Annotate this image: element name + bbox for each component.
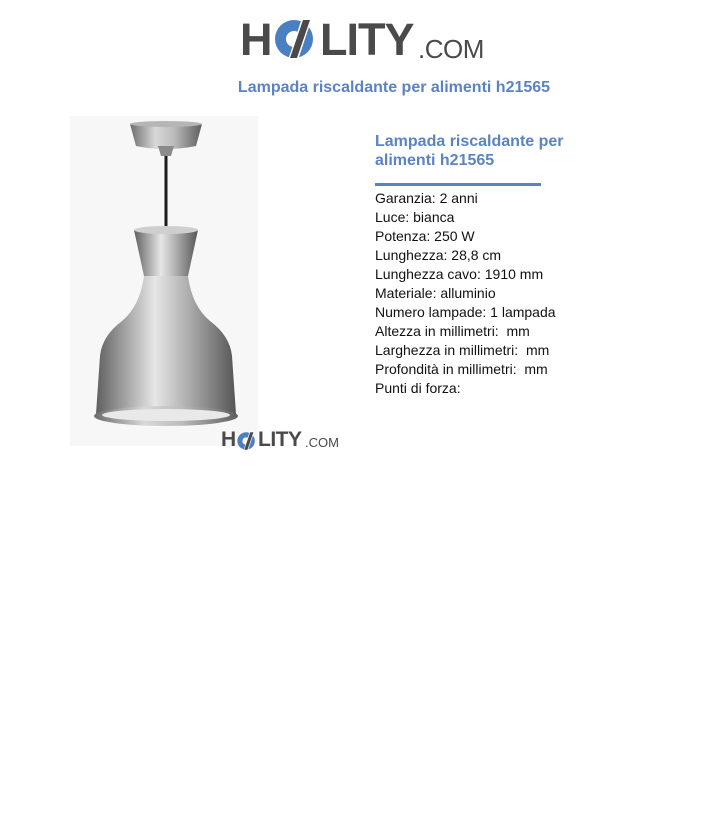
page-title: Lampada riscaldante per alimenti h21565 <box>237 79 551 96</box>
spec-item: Garanzia: 2 anni <box>375 190 478 206</box>
spec-item: Materiale: alluminio <box>375 285 496 301</box>
spec-item: Luce: bianca <box>375 209 455 225</box>
product-image <box>70 116 340 456</box>
spec-item: Numero lampade: 1 lampada <box>375 304 556 320</box>
watermark-letters-lity: LITY <box>258 428 302 451</box>
product-title: Lampada riscaldante per alimenti h21565 <box>375 133 564 169</box>
spec-item: Punti di forza: <box>375 380 461 396</box>
watermark-letter-h: H <box>221 428 236 451</box>
spec-item: Altezza in millimetri: mm <box>375 323 530 339</box>
watermark-suffix: .COM <box>305 435 339 450</box>
product-details <box>375 132 575 398</box>
spec-item: Larghezza in millimetri: mm <box>375 342 550 358</box>
site-logo[interactable] <box>240 12 490 68</box>
spec-list <box>375 189 575 398</box>
image-watermark-logo <box>221 428 341 454</box>
logo-o-mark-icon <box>272 16 320 62</box>
logo-letter-h: H <box>240 14 272 65</box>
spec-item: Lunghezza cavo: 1910 mm <box>375 266 544 282</box>
spec-item: Lunghezza: 28,8 cm <box>375 247 502 263</box>
logo-letters-lity: LITY <box>320 14 414 65</box>
watermark-o-mark-icon <box>236 430 258 452</box>
title-divider <box>375 183 541 186</box>
spec-item: Potenza: 250 W <box>375 228 475 244</box>
logo-suffix: .COM <box>418 34 484 64</box>
spec-item: Profondità in millimetri: mm <box>375 361 548 377</box>
